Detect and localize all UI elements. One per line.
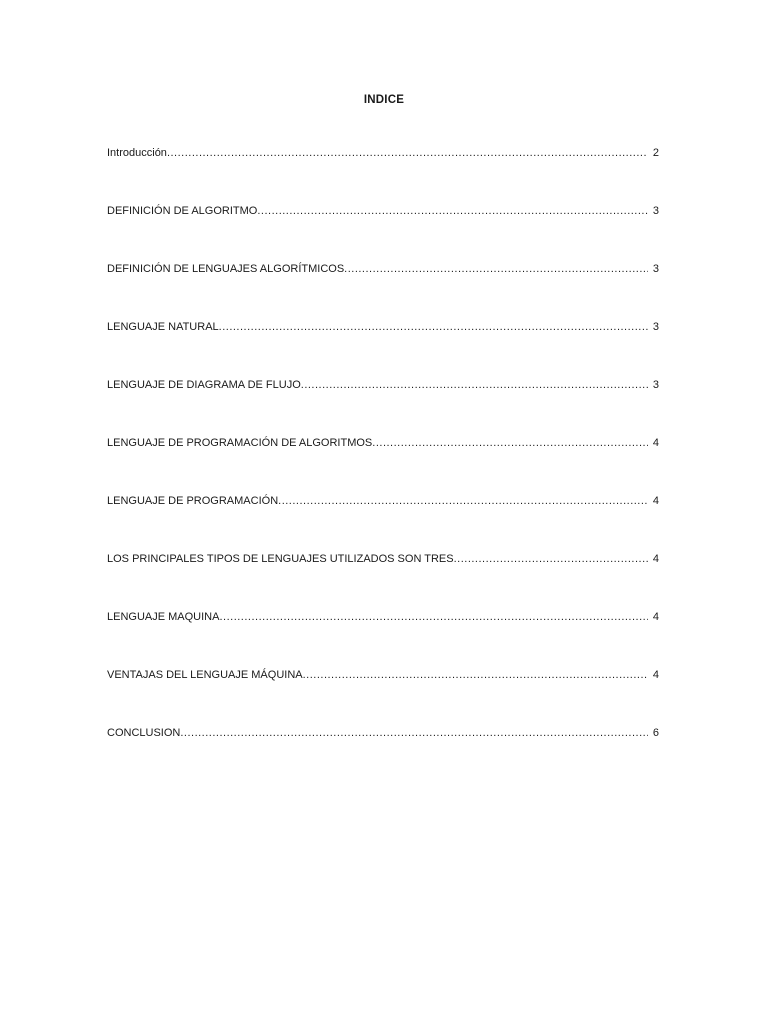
table-of-contents [107,145,659,783]
toc-dot-leader [344,261,648,277]
toc-entry-label: LENGUAJE DE PROGRAMACIÓN [107,495,279,507]
toc-entry-lenguaje-programacion [107,493,659,551]
toc-dot-leader [454,551,648,567]
toc-entry-programacion-algoritmos [107,435,659,493]
toc-entry-diagrama-flujo [107,377,659,435]
toc-entry-ventajas-maquina [107,667,659,725]
toc-entry-label: Introducción [107,147,167,159]
toc-page-number: 4 [652,495,659,507]
toc-page-number: 3 [652,379,659,391]
toc-page-number: 3 [652,321,659,333]
toc-page-number: 4 [652,437,659,449]
toc-dot-leader [219,609,648,625]
page-title: INDICE [363,94,405,106]
toc-page-number: 3 [652,263,659,275]
toc-dot-leader [372,435,648,451]
toc-page-number: 4 [652,611,659,623]
toc-entry-introduccion [107,145,659,203]
toc-dot-leader [167,145,648,161]
toc-dot-leader [180,725,648,741]
toc-entry-definicion-algoritmo [107,203,659,261]
toc-entry-conclusion [107,725,659,783]
toc-entry-label: DEFINICIÓN DE LENGUAJES ALGORÍTMICOS [107,263,345,275]
toc-entry-label: CONCLUSION [107,727,181,739]
toc-dot-leader [257,203,648,219]
toc-entry-label: VENTAJAS DEL LENGUAJE MÁQUINA [107,669,303,681]
toc-entry-definicion-lenguajes [107,261,659,319]
toc-dot-leader [278,493,648,509]
toc-dot-leader [303,667,648,683]
toc-entry-label: LENGUAJE DE DIAGRAMA DE FLUJO [107,379,301,391]
toc-entry-label: DEFINICIÓN DE ALGORITMO [107,205,258,217]
toc-dot-leader [301,377,648,393]
toc-entry-lenguaje-maquina [107,609,659,667]
toc-entry-label: LENGUAJE DE PROGRAMACIÓN DE ALGORITMOS [107,437,373,449]
toc-entry-label: LOS PRINCIPALES TIPOS DE LENGUAJES UTILIZADOS SON TRES [107,553,454,565]
toc-dot-leader [219,319,648,335]
toc-page-number: 3 [652,205,659,217]
toc-page-number: 6 [652,727,659,739]
toc-entry-tipos-lenguajes [107,551,659,609]
toc-entry-label: LENGUAJE NATURAL [107,321,219,333]
toc-page-number: 4 [652,553,659,565]
toc-entry-lenguaje-natural [107,319,659,377]
toc-page-number: 2 [652,147,659,159]
toc-entry-label: LENGUAJE MAQUINA [107,611,220,623]
toc-page-number: 4 [652,669,659,681]
